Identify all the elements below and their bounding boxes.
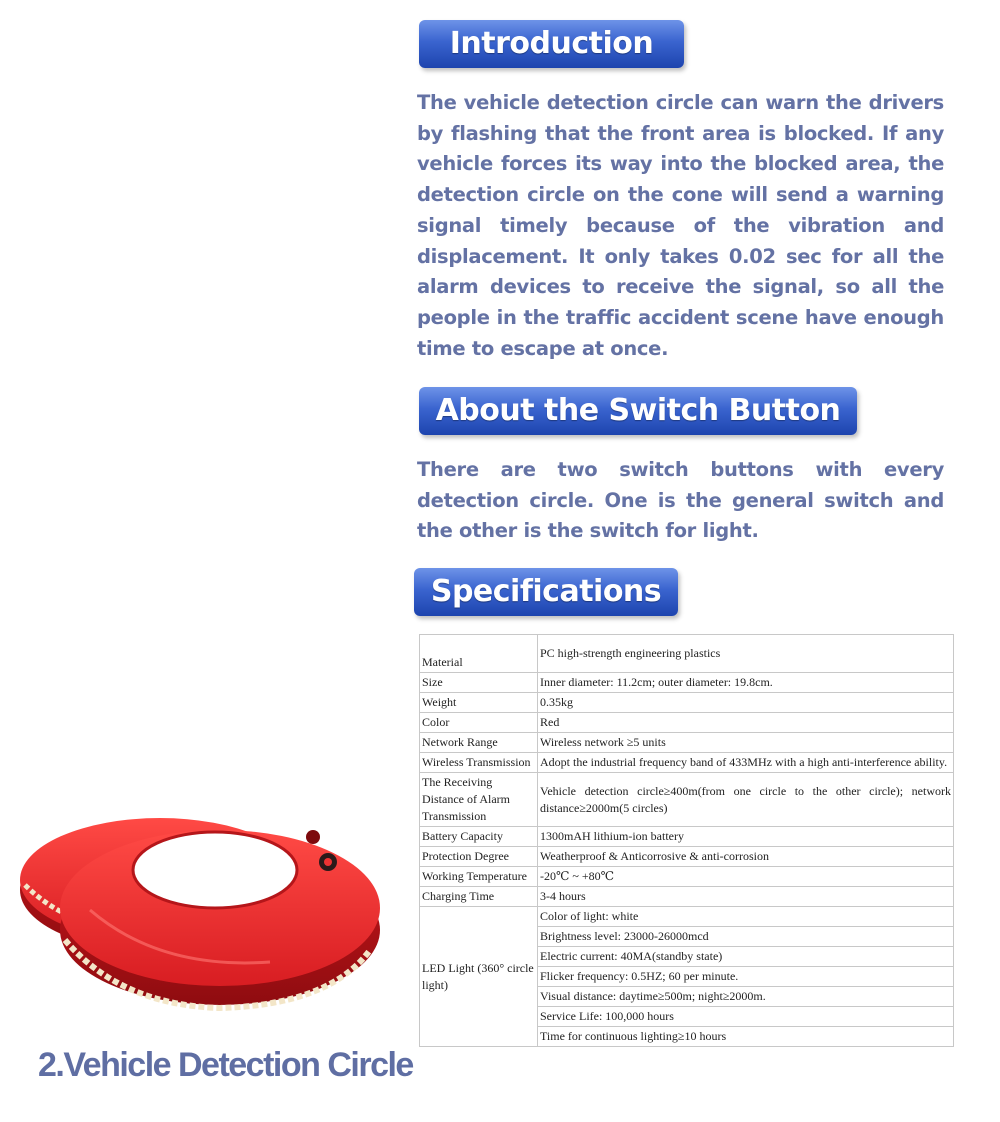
spec-value: Visual distance: daytime≥500m; night≥2000m.: [538, 987, 954, 1007]
spec-row-led: [420, 907, 954, 927]
front-ring: [60, 830, 380, 1008]
spec-label: Protection Degree: [420, 847, 538, 867]
spec-label: Material: [420, 635, 538, 673]
general-switch: [306, 830, 320, 844]
spec-row-protection: [420, 847, 954, 867]
spec-row-color: [420, 713, 954, 733]
spec-row-wireless: [420, 753, 954, 773]
specifications-table: [419, 634, 954, 1047]
introduction-heading: Introduction: [419, 20, 684, 68]
spec-value: Service Life: 100,000 hours: [538, 1007, 954, 1027]
spec-label: The Receiving Distance of Alarm Transmission: [420, 773, 538, 827]
spec-row-network-range: [420, 733, 954, 753]
spec-label: Battery Capacity: [420, 827, 538, 847]
spec-value: Vehicle detection circle≥400m(from one circle to the other circle); network distance≥2000m(5 circles): [538, 773, 954, 827]
spec-label: Color: [420, 713, 538, 733]
spec-value: Weatherproof & Anticorrosive & anti-corrosion: [538, 847, 954, 867]
introduction-text: The vehicle detection circle can warn the drivers by flashing that the front area is blocked. If any vehicle forces its way into the blocked area, the detection circle on the cone will send a warning signal timely because of the vibration and displacement. It only takes 0.02 sec for all the alarm devices to receive the signal, so all the people in the traffic accident scene have enough time to escape at once.: [417, 91, 944, 360]
spec-value: Time for continuous lighting≥10 hours: [538, 1027, 954, 1047]
spec-label: LED Light (360° circle light): [420, 907, 538, 1047]
spec-label: Network Range: [420, 733, 538, 753]
spec-label: Wireless Transmission: [420, 753, 538, 773]
spec-label: Size: [420, 673, 538, 693]
spec-label: Working Temperature: [420, 867, 538, 887]
spec-value: Flicker frequency: 0.5HZ; 60 per minute.: [538, 967, 954, 987]
spec-row-material: [420, 635, 954, 673]
spec-row-working-temperature: [420, 867, 954, 887]
spec-value: Wireless network ≥5 units: [538, 733, 954, 753]
spec-value: Inner diameter: 11.2cm; outer diameter: 19.8cm.: [538, 673, 954, 693]
spec-label: Charging Time: [420, 887, 538, 907]
spec-value: PC high-strength engineering plastics: [538, 635, 954, 673]
spec-row-size: [420, 673, 954, 693]
spec-value: Red: [538, 713, 954, 733]
spec-value: 0.35kg: [538, 693, 954, 713]
spec-value: Adopt the industrial frequency band of 433MHz with a high anti-interference ability.: [538, 753, 954, 773]
spec-value: 1300mAH lithium-ion battery: [538, 827, 954, 847]
spec-value: Color of light: white: [538, 907, 954, 927]
spec-row-receiving-distance: [420, 773, 954, 827]
spec-value: Electric current: 40MA(standby state): [538, 947, 954, 967]
spec-label: Weight: [420, 693, 538, 713]
specifications-heading: Specifications: [414, 568, 678, 616]
spec-row-charging-time: [420, 887, 954, 907]
spec-value: 3-4 hours: [538, 887, 954, 907]
switch-button-heading: About the Switch Button: [419, 387, 857, 435]
spec-value: -20℃ ~ +80℃: [538, 867, 954, 887]
product-photo: [10, 790, 390, 1040]
spec-value: Brightness level: 23000-26000mcd: [538, 927, 954, 947]
spec-row-weight: [420, 693, 954, 713]
switch-button-text: There are two switch buttons with every detection circle. One is the general switch and the other is the switch for light.: [417, 458, 944, 543]
product-caption: 2.Vehicle Detection Circle: [38, 1046, 413, 1084]
spec-row-battery: [420, 827, 954, 847]
